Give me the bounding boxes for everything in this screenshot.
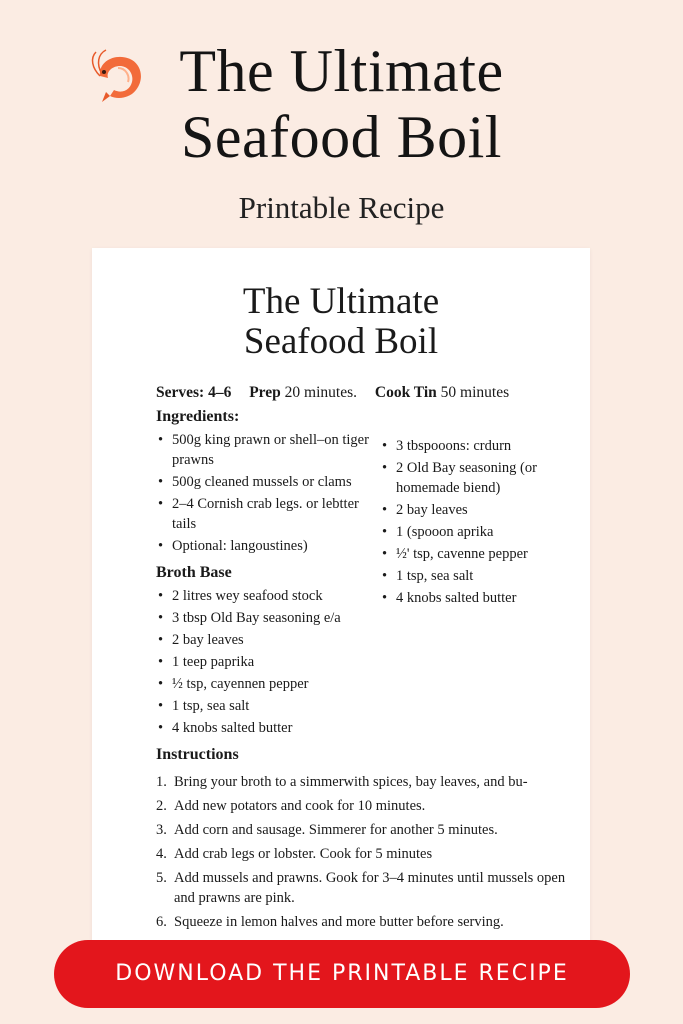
list-item: • 4 knobs salted butter <box>380 588 580 608</box>
step-text: Add corn and sausage. Simmerer for another 5 minutes. <box>174 822 498 838</box>
shrimp-icon <box>88 46 148 106</box>
list-item: • 1 tsp, sea salt <box>380 566 580 586</box>
prep-label: Prep <box>249 384 281 401</box>
list-item: • 3 tbsp Old Bay seasoning e/a <box>156 608 376 628</box>
list-item: • 1 (spooon aprika <box>380 522 580 542</box>
list-item: 2. Add new potators and cook for 10 minutes. <box>156 798 426 814</box>
list-item: 4. Add crab legs or lobster. Cook for 5 minutes <box>156 846 433 862</box>
prep-value: 20 minutes. <box>284 384 357 401</box>
recipe-card <box>92 248 590 968</box>
download-recipe-button[interactable]: DOWNLOAD THE PRINTABLE RECIPE <box>54 940 630 1008</box>
broth-base-section <box>156 564 376 738</box>
instructions-section <box>156 746 576 960</box>
list-item: • 2 bay leaves <box>380 500 580 520</box>
card-title-line2: Seafood Boil <box>243 321 439 362</box>
list-item: • ½' tsp, cavenne pepper <box>380 544 580 564</box>
list-item: • 1 teep paprika <box>156 652 376 672</box>
list-item: • 3 tbspooons: crdurn <box>380 436 580 456</box>
list-item: 6. Squeeze in lemon halves and more butter before serving. <box>156 914 504 930</box>
list-item: • 500g cleaned mussels or clams <box>156 472 376 492</box>
hero-subtitle: Printable Recipe <box>238 190 445 225</box>
list-item: • Optional: langoustines) <box>156 536 376 556</box>
list-item: • 2 litres wey seafood stock <box>156 586 376 606</box>
step-text: Add mussels and prawns. Gook for 3–4 minutes until mussels open and prawns are pink. <box>174 870 566 906</box>
list-item: • 500g king prawn or shell–on tiger prawns <box>156 430 376 470</box>
ingredients-left-list <box>156 430 376 556</box>
list-item: • 2 Old Bay seasoning (or homemade biend) <box>380 458 580 498</box>
ingredients-right-column <box>380 432 580 610</box>
serves-label: Serves: 4–6 <box>156 384 232 401</box>
step-text: Add new potators and cook for 10 minutes. <box>174 798 426 814</box>
broth-heading: Broth Base <box>156 564 232 581</box>
hero-header <box>0 38 683 226</box>
hero-title-line1: The Ultimate <box>179 38 504 104</box>
instructions-heading: Instructions <box>156 746 239 763</box>
hero-title-line2: Seafood Boil <box>181 104 502 170</box>
recipe-meta <box>156 384 590 402</box>
step-text: Squeeze in lemon halves and more butter before serving. <box>174 914 504 930</box>
list-item: • 1 tsp, sea salt <box>156 696 376 716</box>
list-item: • ½ tsp, cayennen pepper <box>156 674 376 694</box>
ingredients-left-column <box>156 408 376 740</box>
list-item: • 2 bay leaves <box>156 630 376 650</box>
card-title-line1: The Ultimate <box>242 281 440 322</box>
cook-label: Cook Tin <box>374 384 437 401</box>
ingredients-right-list <box>380 436 580 608</box>
list-item: • 4 knobs salted butter <box>156 718 376 738</box>
cook-value: 50 minutes <box>440 384 510 401</box>
list-item: 5. Add mussels and prawns. Gook for 3–4 minutes until mussels open and prawns are pink. <box>156 870 566 906</box>
list-item: 1. Bring your broth to a simmerwith spices, bay leaves, and bu- <box>156 774 528 790</box>
step-text: Bring your broth to a simmerwith spices, bay leaves, and bu- <box>174 774 528 790</box>
instructions-list <box>156 772 576 956</box>
card-title <box>92 282 590 362</box>
ingredients-heading: Ingredients: <box>156 408 240 425</box>
list-item: • 2–4 Cornish crab legs. or lebtter tails <box>156 494 376 534</box>
step-text: Add crab legs or lobster. Cook for 5 minutes <box>174 846 433 862</box>
list-item: 3. Add corn and sausage. Simmerer for another 5 minutes. <box>156 822 498 838</box>
broth-list <box>156 586 376 738</box>
